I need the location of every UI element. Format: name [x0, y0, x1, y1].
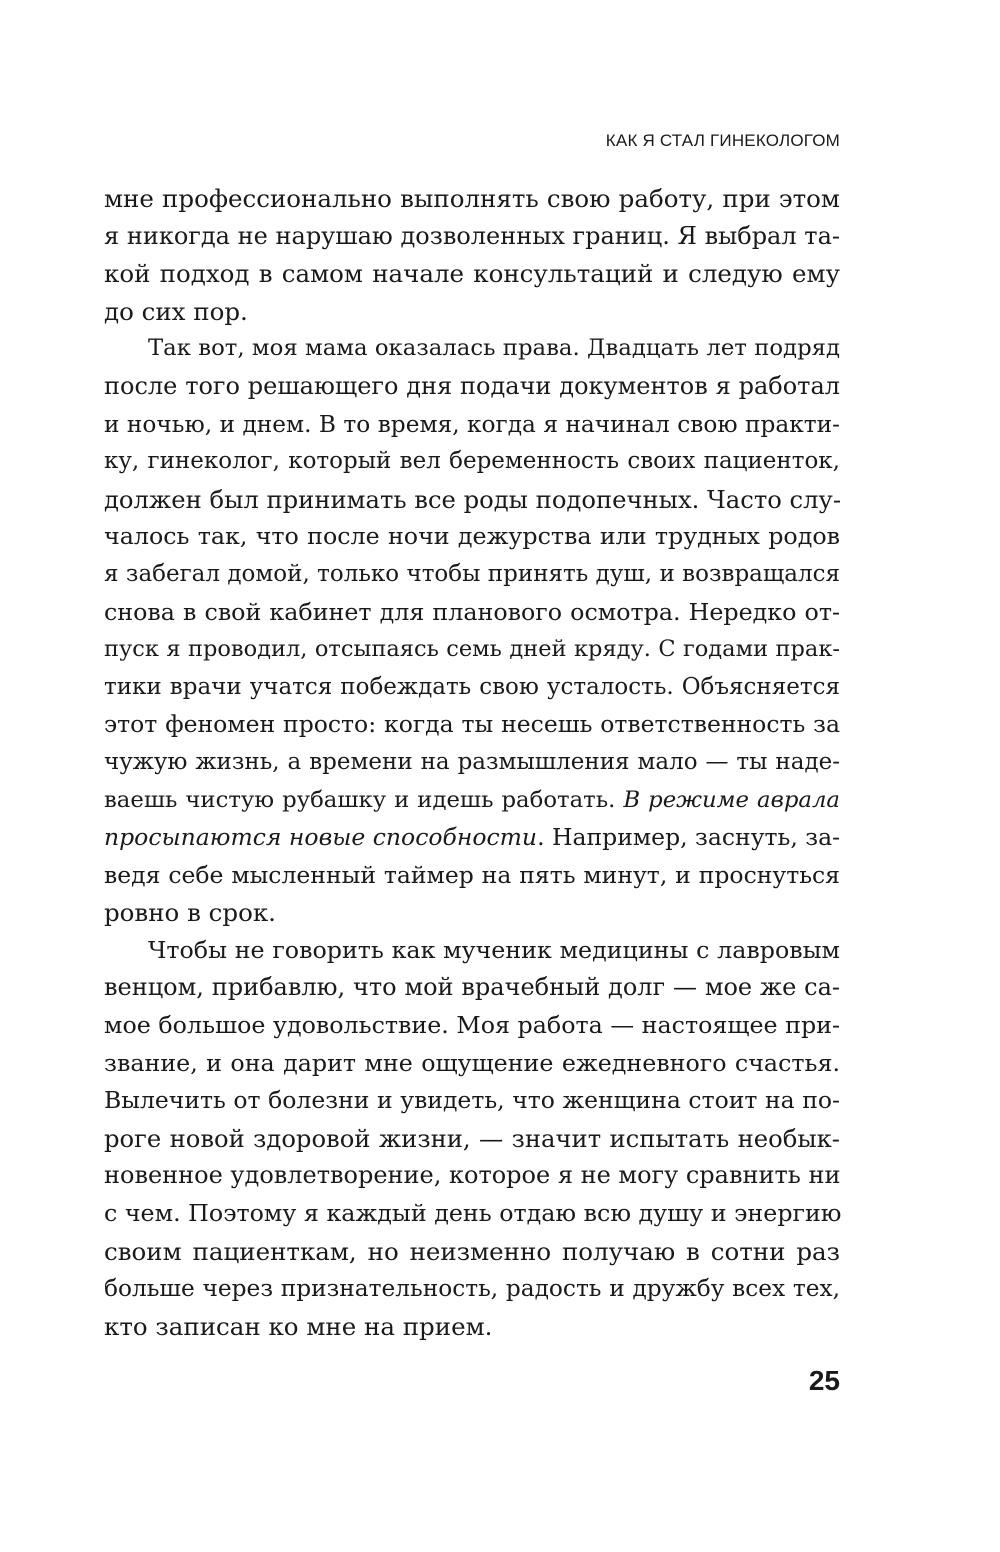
- text-line: роге новой здоровой жизни, — значит испытать необык-: [104, 1123, 840, 1153]
- text-line-mixed: [104, 819, 840, 857]
- text-line: Чтобы не говорить как мученик медицины с лавровым: [148, 935, 840, 964]
- text-line: кой подход в самом начале консультаций и следую ему: [104, 259, 840, 289]
- text-line: тики врачи учатся побеждать свою усталость. Объясняется: [104, 673, 840, 700]
- text-line: своим пациенткам, но неизменно получаю в сотни раз: [104, 1236, 840, 1266]
- text-line: чалось так, что после ночи дежурства или трудных родов: [104, 522, 840, 551]
- text-line: этот феномен просто: когда ты несешь ответственность за: [104, 710, 840, 739]
- text-line: после того решающего дня подачи документов я работал: [104, 371, 840, 400]
- text-line: я забегал домой, только чтобы принять душ, и возвращался: [104, 560, 840, 587]
- text-line: ровно в срок.: [104, 898, 276, 928]
- italic-run: просыпаются новые способности: [104, 823, 538, 852]
- text-line: мое большое удовольствие. Моя работа — настоящее при-: [104, 1011, 840, 1040]
- text-line: больше через признательность, радость и дружбу всех тех,: [104, 1275, 840, 1303]
- text-line: ведя себе мысленный таймер на пять минут, и проснуться: [104, 860, 840, 889]
- text-line: с чем. Поэтому я каждый день отдаю всю душу и энергию: [104, 1199, 842, 1228]
- text-line: чужую жизнь, а времени на размышления мало — ты наде-: [104, 748, 840, 775]
- text-line: и ночью, и днем. В то время, когда я начинал свою практи-: [104, 410, 840, 438]
- text-line: пуск я проводил, отсыпаясь семь дней кряду. С годами прак-: [104, 636, 840, 663]
- text-run: . Например, заснуть, за-: [537, 823, 841, 852]
- page-number: 25: [808, 1365, 840, 1396]
- text-line: мне профессионально выполнять свою работу, при этом: [104, 184, 840, 213]
- text-line-mixed: [104, 782, 840, 820]
- text-line: кто записан ко мне на прием.: [104, 1311, 493, 1341]
- running-header: КАК Я СТАЛ ГИНЕКОЛОГОМ: [605, 131, 840, 150]
- text-line: я никогда не нарушаю дозволенных границ. Я выбрал та-: [104, 221, 840, 250]
- text-line: до сих пор.: [104, 296, 248, 326]
- text-line: ку, гинеколог, который вел беременность своих пациенток,: [104, 448, 840, 475]
- text-line: звание, и она дарит мне ощущение ежедневного счастья.: [104, 1048, 840, 1077]
- text-line: венцом, прибавлю, что мой врачебный долг — мое же са-: [104, 973, 840, 1002]
- page-body-text: [104, 180, 840, 1345]
- text-line: должен был принимать все роды подопечных. Часто слу-: [104, 484, 842, 514]
- text-line: новенное удовлетворение, которое я не могу сравнить ни: [104, 1161, 841, 1190]
- italic-run: В режиме аврала: [623, 786, 840, 813]
- text-line: снова в свой кабинет для планового осмотра. Нередко от-: [104, 597, 840, 626]
- text-line: Вылечить от болезни и увидеть, что женщина стоит на по-: [104, 1086, 840, 1115]
- text-run: ваешь чистую рубашку и идешь работать.: [104, 786, 624, 813]
- text-line: Так вот, моя мама оказалась права. Двадцать лет подряд: [148, 335, 840, 362]
